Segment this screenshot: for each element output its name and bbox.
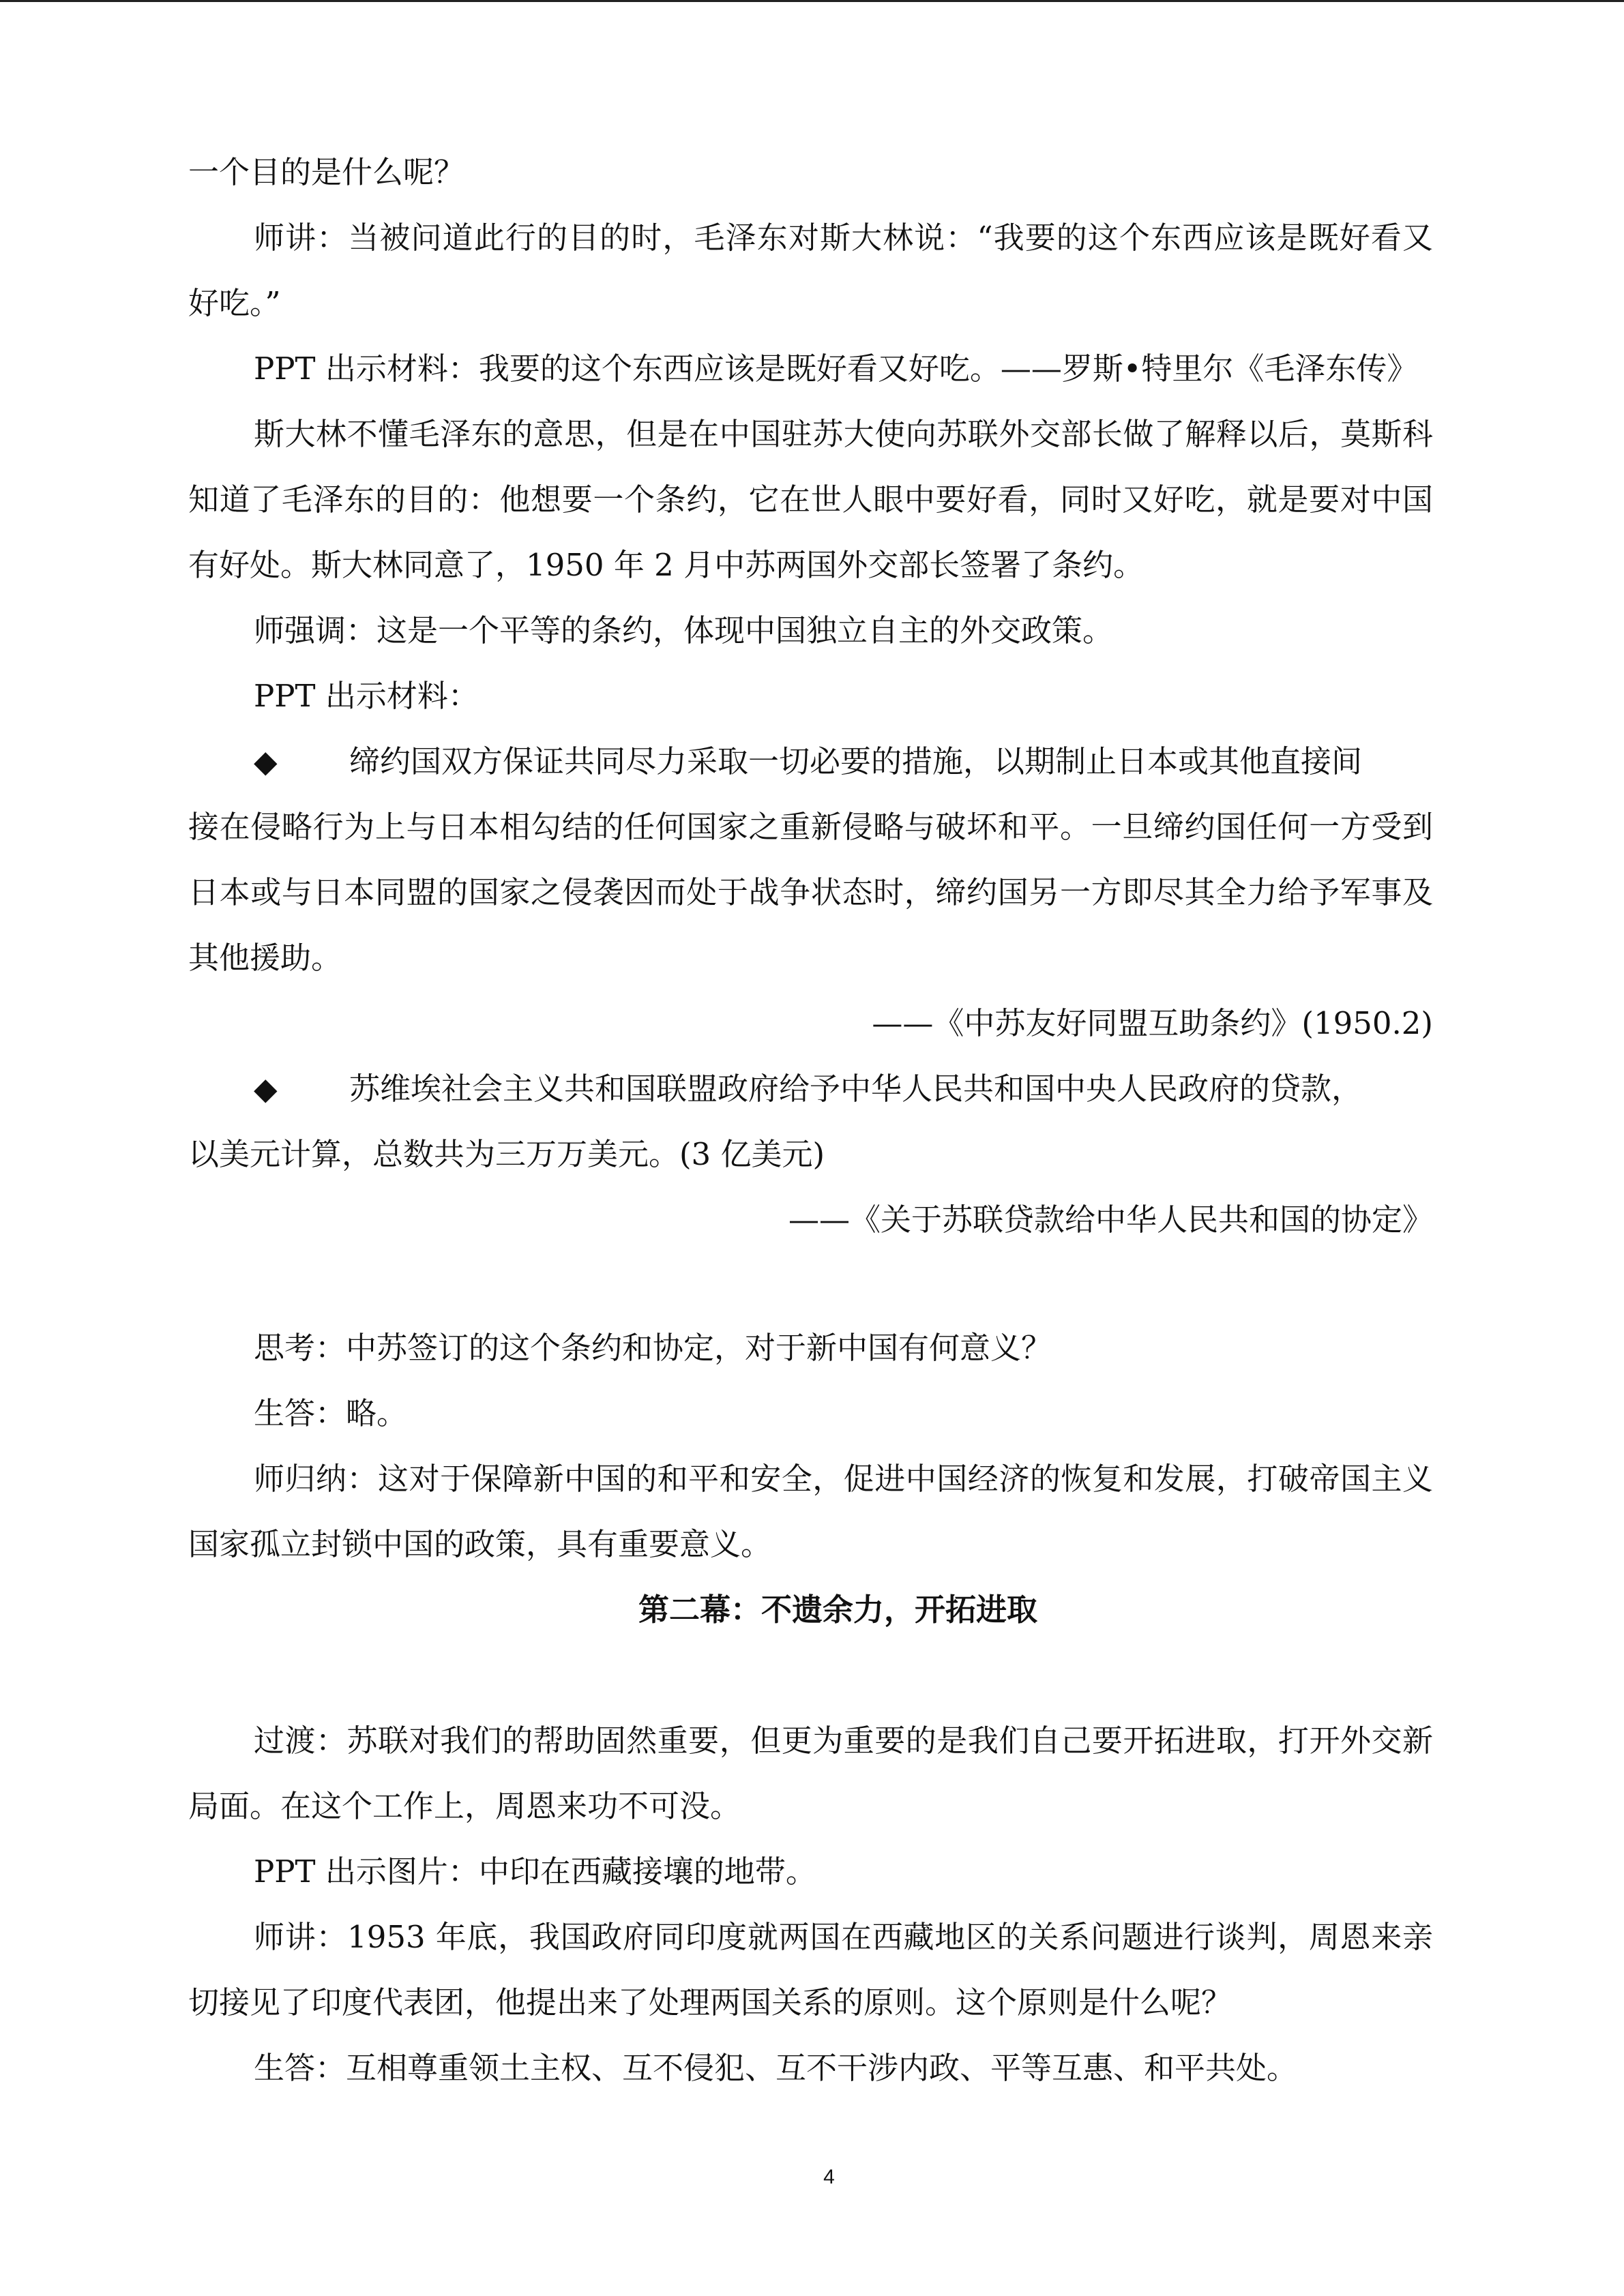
- paragraph-4: 斯大林不懂毛泽东的意思，但是在中国驻苏大使向苏联外交部长做了解释以后，莫斯科知道了毛泽东的目的：他想要一个条约，它在世人眼中要好看，同时又好吃，就是要对中国有好处。斯大林同意了，1950 年 2 月中苏两国外交部长签署了条约。: [188, 416, 1433, 583]
- paragraph-12: 师讲：1953 年底，我国政府同印度就两国在西藏地区的关系问题进行谈判，周恩来亲切接见了印度代表团，他提出来了处理两国关系的原则。这个原则是什么呢？: [188, 1919, 1433, 2021]
- document-body: [188, 140, 1433, 2101]
- paragraph-10: 过渡：苏联对我们的帮助固然重要，但更为重要的是我们自己要开拓进取，打开外交新局面。在这个工作上，周恩来功不可没。: [188, 1723, 1433, 1824]
- quote-treaty-text-rest: 接在侵略行为上与日本相勾结的任何国家之重新侵略与破坏和平。一旦缔约国任何一方受到日本或与日本同盟的国家之侵袭因而处于战争状态时，缔约国另一方即尽其全力给予军事及其他援助。: [188, 809, 1433, 976]
- paragraph-9: 师归纳：这对于保障新中国的和平和安全，促进中国经济的恢复和发展，打破帝国主义国家孤立封锁中国的政策，具有重要意义。: [188, 1461, 1433, 1562]
- blank-line: [188, 1253, 1433, 1315]
- paragraph-13: 生答：互相尊重领土主权、互不侵犯、互不干涉内政、平等互惠、和平共处。: [254, 2050, 1298, 2086]
- section-heading: 第二幕：不遗余力，开拓进取: [638, 1592, 1037, 1628]
- paragraph-6: PPT 出示材料：: [254, 678, 479, 714]
- quote-loan-source: ——《关于苏联贷款给中华人民共和国的协定》: [788, 1202, 1433, 1238]
- quote-loan-text-rest: 以美元计算，总数共为三万万美元。(3 亿美元): [188, 1136, 825, 1172]
- quote-treaty-first-line: [188, 729, 1433, 794]
- page-top-border: [0, 0, 1624, 2]
- blank-line: [188, 1643, 1433, 1708]
- paragraph-11: PPT 出示图片：中印在西藏接壤的地带。: [254, 1853, 816, 1890]
- diamond-bullet-icon: ◆: [254, 743, 278, 779]
- page-number: 4: [823, 2166, 835, 2188]
- paragraph-3: PPT 出示材料：我要的这个东西应该是既好看又好吃。——罗斯•特里尔《毛泽东传》: [254, 351, 1418, 387]
- paragraph-7: 思考：中苏签订的这个条约和协定，对于新中国有何意义？: [254, 1330, 1052, 1366]
- quote-treaty-source: ——《中苏友好同盟互助条约》(1950.2): [872, 1005, 1433, 1041]
- paragraph-5: 师强调：这是一个平等的条约，体现中国独立自主的外交政策。: [254, 612, 1114, 648]
- paragraph-8: 生答：略。: [254, 1395, 408, 1431]
- diamond-bullet-icon: ◆: [254, 1071, 278, 1107]
- quote-loan-first-line: [188, 1056, 1433, 1122]
- quote-treaty: [188, 729, 1433, 1056]
- paragraph-2: 师讲：当被问道此行的目的时，毛泽东对斯大林说：“我要的这个东西应该是既好看又好吃。”: [188, 220, 1433, 321]
- quote-loan-text-start: 苏维埃社会主义共和国联盟政府给予中华人民共和国中央人民政府的贷款，: [349, 1071, 1363, 1107]
- quote-treaty-text-start: 缔约国双方保证共同尽力采取一切必要的措施，以期制止日本或其他直接间: [349, 743, 1363, 779]
- quote-loan: [188, 1056, 1433, 1253]
- paragraph-1: 一个目的是什么呢？: [188, 154, 465, 190]
